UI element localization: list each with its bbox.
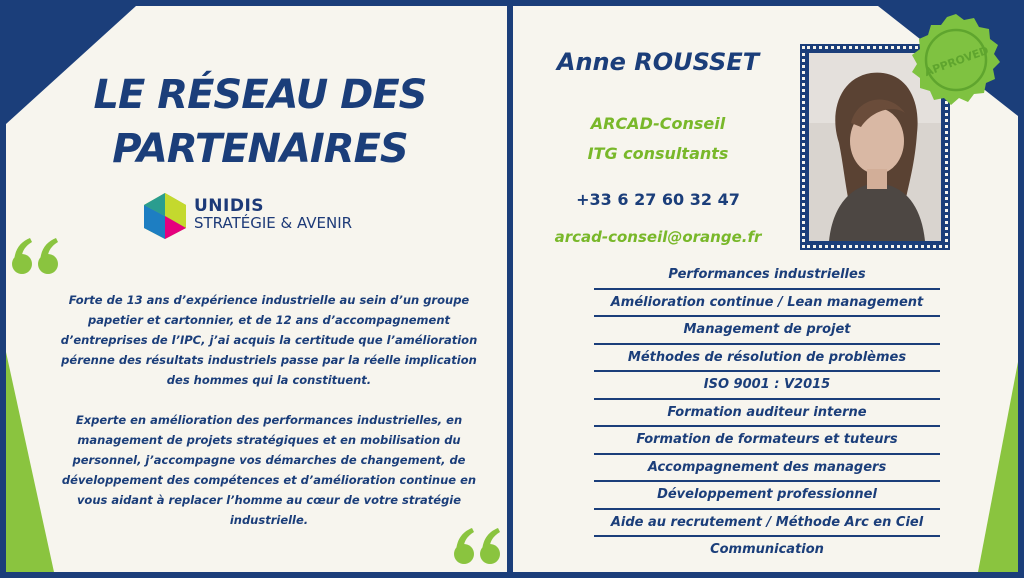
skills-list — [594, 262, 940, 565]
open-quote-icon — [10, 236, 62, 276]
close-quote-icon — [452, 526, 504, 566]
bio-paragraph-2: Experte en amélioration des performances industrielles, en management de projets stratégiques et en mobilisation du personnel, j’accompagne vos démarches de changement, de développement des compétences et d’amélioration continue en vous aidant à replacer l’homme au cœur de votre stratégie industrielle. — [61, 413, 477, 527]
skill-item: ISO 9001 : V2015 — [594, 372, 940, 400]
page-title — [60, 68, 460, 176]
skill-item: Formation auditeur interne — [594, 400, 940, 428]
bio-paragraph-1: Forte de 13 ans d’expérience industrielle au sein d’un groupe papetier et cartonnier, et de 12 ans d’accompagnement d’entreprises de l’IPC, j’ai acquis la certitude que l’amélioration pérenne des résultats industriels passe par la réelle implication des hommes qui la constituent. — [60, 293, 478, 387]
center-divider — [507, 0, 513, 578]
email-address[interactable]: arcad-conseil@orange.fr — [554, 228, 762, 246]
partner-name: Anne ROUSSET — [556, 48, 760, 76]
skill-item: Performances industrielles — [594, 262, 940, 290]
skill-item: Accompagnement des managers — [594, 455, 940, 483]
unidis-logo — [142, 192, 382, 242]
skill-item: Amélioration continue / Lean management — [594, 290, 940, 318]
hexagon-logo-icon — [142, 192, 188, 240]
skill-item: Méthodes de résolution de problèmes — [594, 345, 940, 373]
company-itg: ITG consultants — [587, 144, 729, 163]
skill-item: Formation de formateurs et tuteurs — [594, 427, 940, 455]
title-line-2: PARTENAIRES — [112, 126, 408, 172]
green-decoration-right — [978, 362, 1018, 572]
logo-brand-text: UNIDIS — [194, 196, 265, 216]
approved-seal-icon — [906, 10, 1006, 110]
title-line-1: LE RÉSEAU DES — [93, 72, 427, 118]
bio-text — [56, 290, 482, 530]
seal-text: APPROVED — [922, 43, 991, 80]
green-decoration-left — [6, 352, 54, 572]
phone-number: +33 6 27 60 32 47 — [576, 190, 740, 209]
skill-item: Communication — [710, 542, 824, 557]
logo-tagline-text: STRATÉGIE & AVENIR — [194, 214, 353, 232]
skill-item: Aide au recrutement / Méthode Arc en Ciel — [594, 510, 940, 538]
skill-item: Développement professionnel — [594, 482, 940, 510]
skill-item: Management de projet — [594, 317, 940, 345]
company-arcad: ARCAD-Conseil — [590, 114, 726, 133]
